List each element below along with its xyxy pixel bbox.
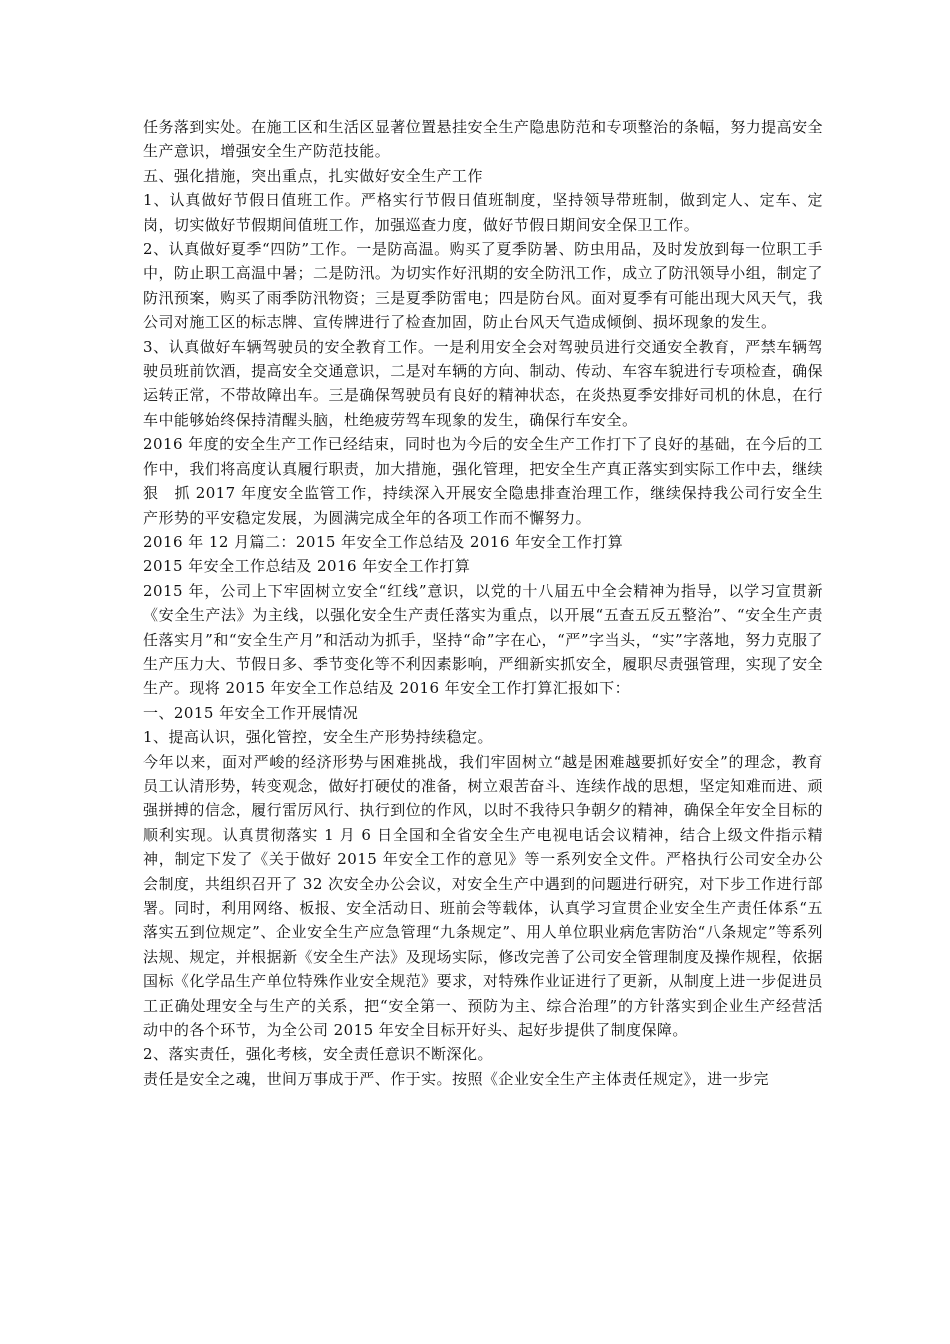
paragraph-driver-safety: 3、认真做好车辆驾驶员的安全教育工作。一是利用安全会对驾驶员进行交通安全教育，严禁车辆驾驶员班前饮酒，提高安全交通意识，二是对车辆的方向、制动、传动、车容车貌进行专项检查，确保运转正常，不带故障出车。三是确保驾驶员有良好的精神状态，在炎热夏季安排好司机的休息，在行车中能够始终保持清醒头脑，杜绝疲劳驾车现象的发生，确保行车安全。 [143, 337, 823, 429]
paragraph-2016-summary: 2016 年度的安全生产工作已经结束，同时也为今后的安全生产工作打下了良好的基础，在今后的工作中，我们将高度认真履行职责，加大措施，强化管理，把安全生产真正落实到实际工作中去，继续狠 抓 2017 年度安全监管工作，持续深入开展安全隐患排查治理工作，继续保持我公司行安全生产形势的平安稳定发展，为圆满完成全年的各项工作而不懈努力。 [143, 435, 823, 527]
document-page [143, 115, 823, 1091]
paragraph-1: 任务落到实处。在施工区和生活区显著位置悬挂安全生产隐患防范和专项整治的条幅，努力提高安全生产意识，增强安全生产防范技能。 [143, 118, 823, 161]
paragraph-summer-four-prevention: 2、认真做好夏季“四防”工作。一是防高温。购买了夏季防暑、防虫用品，及时发放到每一位职工手中，防止职工高温中暑；二是防汛。为切实作好汛期的安全防汛工作，成立了防汛领导小组，制定了防汛预案，购买了雨季防汛物资；三是夏季防雷电；四是防台风。面对夏季有可能出现大风天气，我公司对施工区的标志牌、宣传牌进行了检查加固，防止台风天气造成倾倒、损坏现象的发生。 [143, 240, 823, 332]
paragraph-holiday-duty: 1、认真做好节假日值班工作。严格实行节假日值班制度，坚持领导带班制，做到定人、定车、定岗，切实做好节假期间值班工作，加强巡查力度，做好节假日期间安全保卫工作。 [143, 191, 823, 234]
paragraph-responsibility: 责任是安全之魂，世间万事成于严、作于实。按照《企业安全生产主体责任规定》，进一步完 [143, 1069, 769, 1088]
document-title: 2015 年安全工作总结及 2016 年安全工作打算 [143, 557, 471, 576]
part-two-heading: 2016 年 12 月篇二：2015 年安全工作总结及 2016 年安全工作打算 [143, 532, 624, 551]
subheading-1: 1、提高认识，强化管控，安全生产形势持续稳定。 [143, 728, 493, 747]
subheading-2: 2、落实责任，强化考核，安全责任意识不断深化。 [143, 1045, 493, 1064]
section-heading-5: 五、强化措施，突出重点，扎实做好安全生产工作 [143, 166, 483, 185]
section-heading-1: 一、2015 年安全工作开展情况 [143, 703, 359, 722]
paragraph-2015-intro: 2015 年，公司上下牢固树立安全“红线”意识，以党的十八届五中全会精神为指导，以学习宣贯新《安全生产法》为主线，以强化安全生产责任落实为重点，以开展“五查五反五整治”、“安全生产责任落实月”和“安全生产月”和活动为抓手，坚持“命”字在心，“严”字当头，“实”字落地，努力克服了生产压力大、节假日多、季节变化等不利因素影响，严细新实抓安全，履职尽责强管理，实现了安全生产。现将 2015 年安全工作总结及 2016 年安全工作打算汇报如下： [143, 581, 823, 698]
paragraph-awareness: 今年以来，面对严峻的经济形势与困难挑战，我们牢固树立“越是困难越要抓好安全”的理念，教育员工认清形势，转变观念，做好打硬仗的准备，树立艰苦奋斗、连续作战的思想，坚定知难而进、顽强拼搏的信念，履行雷厉风行、执行到位的作风，以时不我待只争朝夕的精神，确保全年安全目标的顺利实现。认真贯彻落实 1 月 6 日全国和全省安全生产电视电话会议精神，结合上级文件指示精神，制定下发了《关于做好 2015 年安全工作的意见》等一系列安全文件。严格执行公司安全办公会制度，共组织召开了 32 次安全办公会议，对安全生产中遇到的问题进行研究，对下步工作进行部署。同时，利用网络、板报、安全活动日、班前会等载体，认真学习宣贯企业安全生产责任体系“五落实五到位规定”、企业安全生产应急管理“九条规定”、用人单位职业病危害防治“八条规定”等系列法规、规定，并根据新《安全生产法》及现场实际，修改完善了公司安全管理制度及操作规程，依据国标《化学品生产单位特殊作业安全规范》要求，对特殊作业证进行了更新，从制度上进一步促进员工正确处理安全与生产的关系，把“安全第一、预防为主、综合治理”的方针落实到企业生产经营活动中的各个环节，为全公司 2015 年安全目标开好头、起好步提供了制度保障。 [143, 752, 823, 1040]
